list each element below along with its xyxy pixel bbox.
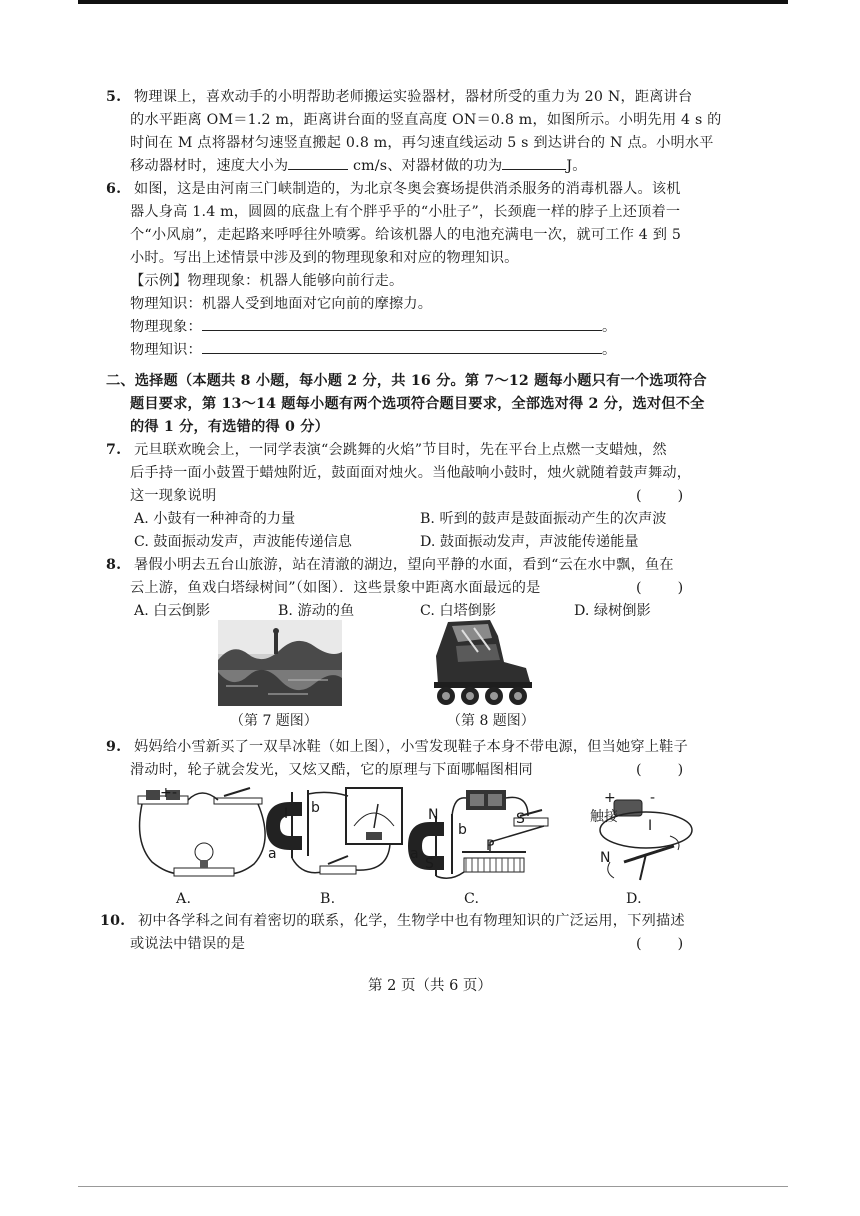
q6-phenomenon-row: 物理现象： 。 [130,316,616,338]
skate-photo [418,616,542,708]
q6-knowledge-blank[interactable] [202,339,602,354]
lake-photo [218,620,342,706]
q7-option-b[interactable]: B. 听到的鼓声是鼓面振动产生的次声波 [420,511,667,527]
q5-line3: 时间在 M 点将器材匀速竖直搬起 0.8 m，再匀速直线运动 5 s 到达讲台的 N 点。小明水平 [130,135,714,151]
q8-option-c[interactable]: C. 白塔倒影 [420,603,497,619]
diagram-c-label-a: a [410,846,419,862]
q6-example2: 物理知识：机器人受到地面对它向前的摩擦力。 [130,296,433,312]
diagram-b-caption: B. [320,891,336,907]
q5-number: 5. [106,89,122,105]
page-footer: 第 2 页（共 6 页） [368,978,492,994]
q6-phenomenon-blank[interactable] [202,316,602,331]
q7-answer-paren[interactable]: ( ) [636,488,684,504]
diagram-d-caption: D. [626,891,642,907]
q9-line2: 滑动时，轮子就会发光，又炫又酷，它的原理与下面哪幅图相同 [130,762,533,778]
q7-line1: 7. 元旦联欢晚会上，一同学表演“会跳舞的火焰”节目时，先在平台上点燃一支蜡烛，然 [106,442,667,458]
q6-line2: 器人身高 1.4 m，圆圆的底盘上有个胖乎乎的“小肚子”，长颈鹿一样的脖子上还顶着一 [130,204,681,220]
q8-line1: 8. 暑假小明去五台山旅游，站在清澈的湖边，望向平静的水面，看到“云在水中飘，鱼在 [106,557,674,573]
q8-answer-paren[interactable]: ( ) [636,580,684,596]
q8-number: 8. [106,557,122,573]
q10-line2: 或说法中错误的是 [130,936,246,952]
q9-answer-paren[interactable]: ( ) [636,762,684,778]
diagram-d-touch-label: 触接 [590,809,618,825]
diagram-b-label-b: b [311,800,320,816]
diagram-c-label-s: S [425,856,434,872]
figure7-caption: （第 7 题图） [230,713,318,729]
bottom-border [78,1186,788,1187]
q6-line1: 6. 如图，这是由河南三门峡制造的，为北京冬奥会赛场提供消杀服务的消毒机器人。该机 [106,181,681,197]
q9-line1: 9. 妈妈给小雪新买了一双旱冰鞋（如上图），小雪发现鞋子本身不带电源，但当她穿上鞋子 [106,739,688,755]
q8-line2: 云上游，鱼戏白塔绿树间”（如图）．这些景象中距离水面最远的是 [130,580,541,596]
diagram-c-label-p: P [486,838,495,854]
q9-number: 9. [106,739,122,755]
q6-line3: 个“小风扇”，走起路来呼呼往外喷雾。给该机器人的电池充满电一次，就可工作 4 到 5 [130,227,682,243]
q8-option-b[interactable]: B. 游动的鱼 [278,603,355,619]
section2-line1: 二、选择题（本题共 8 小题，每小题 2 分，共 16 分。第 7～12 题每小题只有一个选项符合 [106,373,707,389]
section2-line3: 的得 1 分，有选错的得 0 分） [130,419,329,435]
diagram-d-oersted [584,786,694,886]
q10-number: 10. [100,913,126,929]
figure8-caption: （第 8 题图） [447,713,535,729]
diagram-b-generator [262,786,412,886]
diagram-c-label-n: N [428,807,439,823]
diagram-b-label-a: a [268,846,277,862]
q7-option-a[interactable]: A. 小鼓有一种神奇的力量 [134,511,296,527]
q7-line3: 这一现象说明 [130,488,217,504]
q10-line1: 10. 初中各学科之间有着密切的联系，化学，生物学中也有物理知识的广泛运用，下列描述 [100,913,685,929]
q5-line1: 5. 物理课上，喜欢动手的小明帮助老师搬运实验器材，器材所受的重力为 20 N，距离讲台 [106,89,693,105]
diagram-d-label-i: I [648,818,653,834]
q5-work-blank[interactable] [502,155,566,170]
q6-knowledge-row: 物理知识： 。 [130,339,616,361]
q8-option-a[interactable]: A. 白云倒影 [134,603,211,619]
diagram-c-caption: C. [464,891,480,907]
diagram-a-circuit [132,782,278,886]
diagram-c-label-b: b [458,822,467,838]
q6-line4: 小时。写出上述情景中涉及到的物理现象和对应的物理知识。 [130,250,519,266]
section2-line2: 题目要求，第 13～14 题每小题有两个选项符合题目要求，全部选对得 2 分，选对但不全 [130,396,705,412]
top-border [78,0,788,4]
diagram-c-label-s2: S [516,811,525,827]
q6-number: 6. [106,181,122,197]
q5-line4: 移动器材时，速度大小为 cm/s、对器材做的功为 J。 [130,155,587,177]
diagram-d-label-n: N [600,850,611,866]
q7-option-c[interactable]: C. 鼓面振动发声，声波能传递信息 [134,534,352,550]
q7-line2: 后手持一面小鼓置于蜡烛附近，鼓面面对烛火。当他敲响小鼓时，烛火就随着鼓声舞动， [130,465,692,481]
diagram-a-minus: - [172,785,178,801]
q7-number: 7. [106,442,122,458]
q5-line2: 的水平距离 OM＝1.2 m，距离讲台面的竖直高度 ON＝0.8 m，如图所示。小明先用 4 s 的 [130,112,722,128]
diagram-b-label-i: I [284,806,289,822]
q8-option-d[interactable]: D. 绿树倒影 [574,603,651,619]
diagram-a-caption: A. [176,891,192,907]
q5-speed-blank[interactable] [288,155,348,170]
q6-example1: 【示例】物理现象：机器人能够向前行走。 [130,273,404,289]
diagram-d-minus: - [650,790,656,806]
q7-option-d[interactable]: D. 鼓面振动发声，声波能传递能量 [420,534,639,550]
q10-answer-paren[interactable]: ( ) [636,936,684,952]
diagram-d-plus: + [604,790,616,806]
diagram-a-plus: + [160,785,172,801]
